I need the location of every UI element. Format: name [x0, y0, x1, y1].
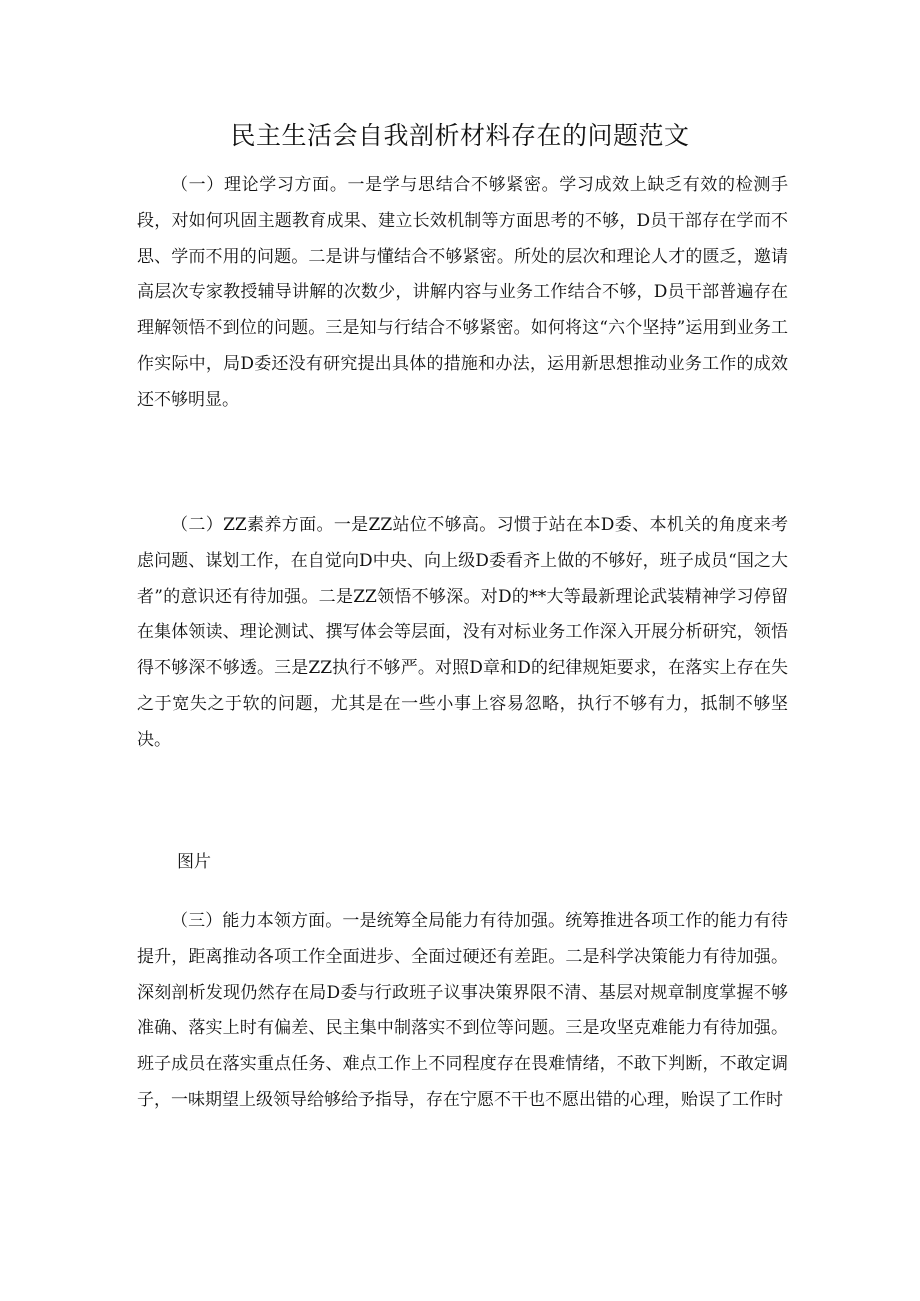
paragraph-political-quality: （二）ZZ素养方面。一是ZZ站位不够高。习惯于站在本D委、本机关的角度来考虑问题、谋划工作，在自觉向D中央、向上级D委看齐上做的不够好，班子成员“国之大者”的意识还有待加强。二是ZZ领悟不够深。对D的**大等最新理论武装精神学习停留在集体领读、理论测试、撰写体会等层面，没有对标业务工作深入开展分析研究，领悟得不够深不够透。三是ZZ执行不够严。对照D章和D的纪律规矩要求，在落实上存在失之于宽失之于软的问题，尤其是在一些小事上容易忽略，执行不够有力，抵制不够坚决。 [137, 515, 788, 750]
paragraph-theory-study: （一）理论学习方面。一是学与思结合不够紧密。学习成效上缺乏有效的检测手段，对如何巩固主题教育成果、建立长效机制等方面思考的不够，D员干部存在学而不思、学而不用的问题。二是讲与懂结合不够紧密。所处的层次和理论人才的匮乏，邀请高层次专家教授辅导讲解的次数少，讲解内容与业务工作结合不够，D员干部普遍存在理解领悟不到位的问题。三是知与行结合不够紧密。如何将这“六个坚持”运用到业务工作实际中，局D委还没有研究提出具体的措施和办法，运用新思想推动业务工作的成效还不够明显。 [137, 175, 788, 410]
image-caption: 图片 [177, 852, 211, 872]
paragraph-ability: （三）能力本领方面。一是统筹全局能力有待加强。统筹推进各项工作的能力有待提升，距离推动各项工作全面进步、全面过硬还有差距。二是科学决策能力有待加强。深刻剖析发现仍然存在局D委与行政班子议事决策界限不清、基层对规章制度掌握不够准确、落实上时有偏差、民主集中制落实不到位等问题。三是攻坚克难能力有待加强。班子成员在落实重点任务、难点工作上不同程度存在畏难情绪，不敢下判断，不敢定调子，一味期望上级领导给够给予指导，存在宁愿不干也不愿出错的心理，贻误了工作时 [137, 911, 788, 1110]
document-title: 民主生活会自我剖析材料存在的问题范文 [230, 121, 690, 150]
